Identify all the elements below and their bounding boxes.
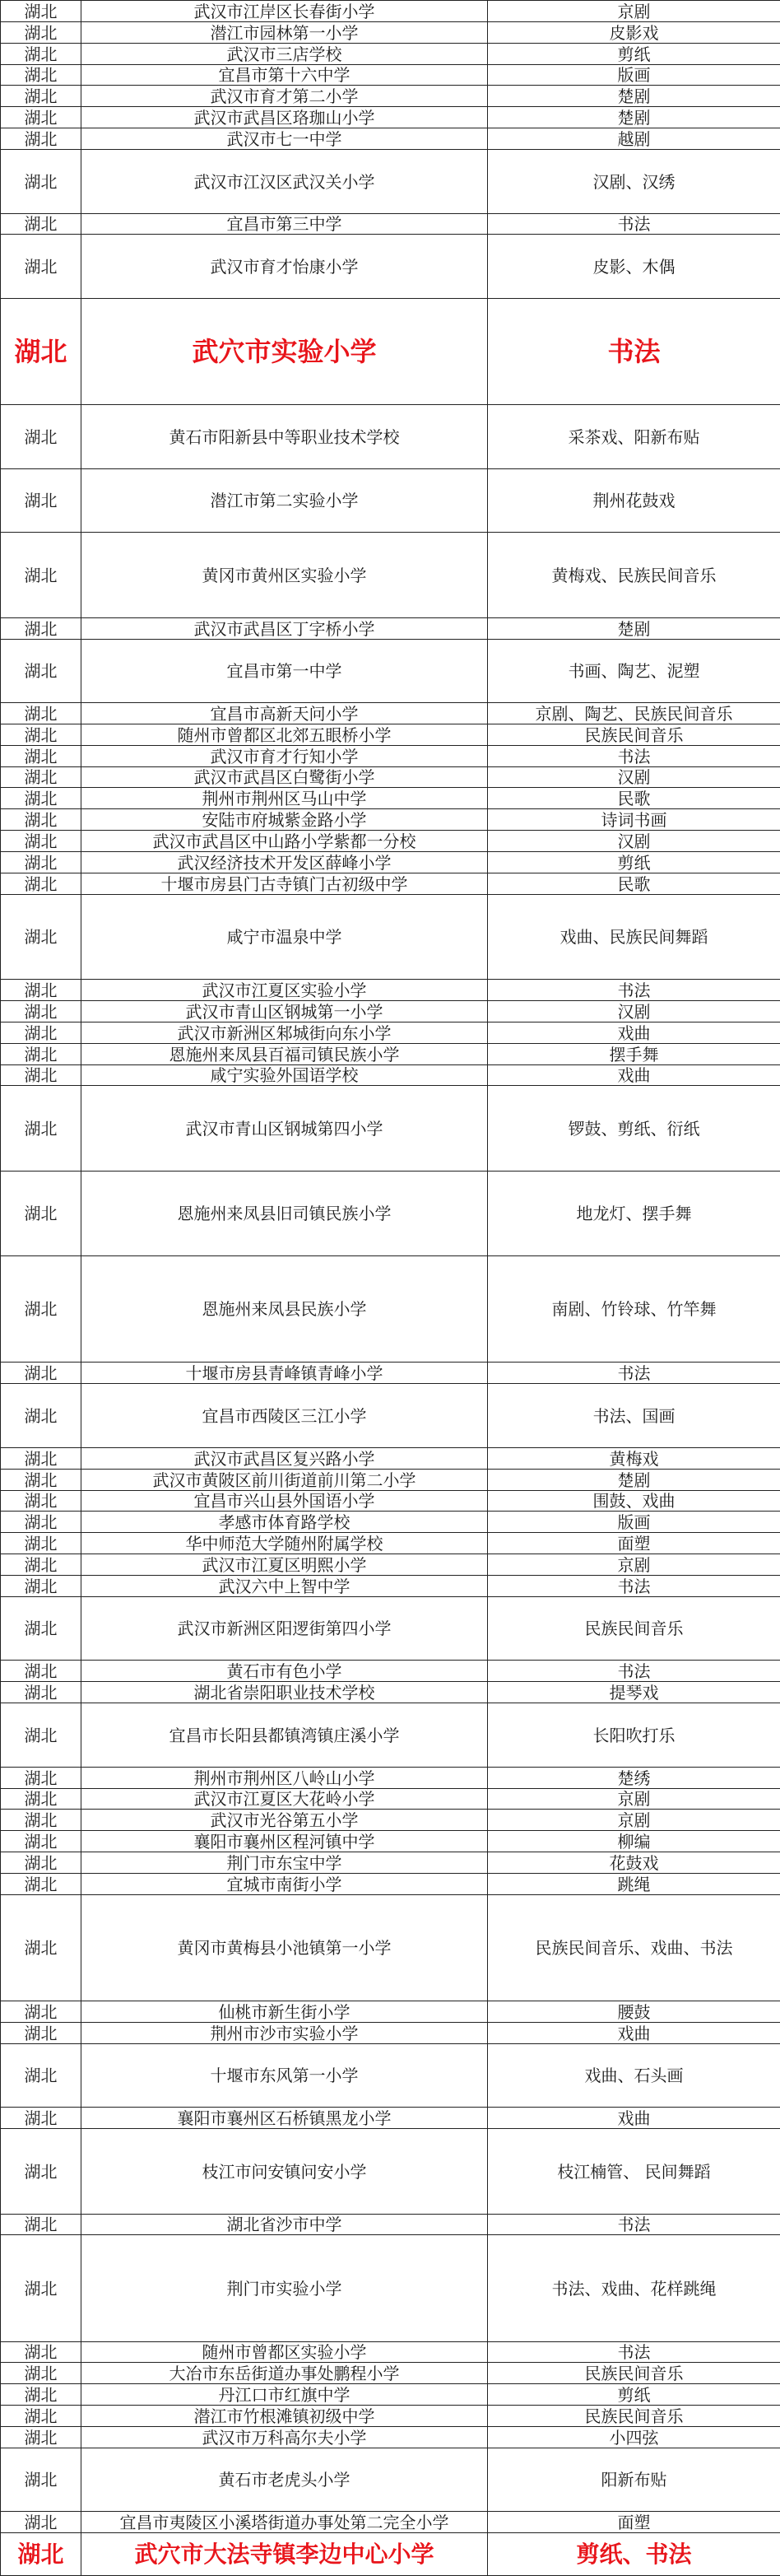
table-row <box>1 1491 780 1512</box>
table-row <box>1 980 780 1001</box>
school-name-cell: 武汉市黄陂区前川街道前川第二小学 <box>81 1470 488 1491</box>
school-name-cell: 武汉市新洲区阳逻街第四小学 <box>81 1597 488 1661</box>
art-form-cell: 书法、戏曲、花样跳绳 <box>488 2235 780 2342</box>
table-row <box>1 1768 780 1789</box>
art-form-cell: 黄梅戏 <box>488 1448 780 1470</box>
school-name-cell: 武汉市江汉区武汉关小学 <box>81 150 488 214</box>
school-name-cell: 潜江市竹根滩镇初级中学 <box>81 2406 488 2427</box>
table-row <box>1 831 780 852</box>
art-form-cell: 民歌 <box>488 788 780 809</box>
art-form-cell: 剪纸 <box>488 44 780 65</box>
table-row <box>1 469 780 533</box>
province-cell: 湖北 <box>1 1491 81 1512</box>
art-form-cell: 皮影、木偶 <box>488 235 780 299</box>
art-form-cell: 诗词书画 <box>488 809 780 831</box>
table-row <box>1 1470 780 1491</box>
school-name-cell: 武汉市育才怡康小学 <box>81 235 488 299</box>
province-cell: 湖北 <box>1 65 81 86</box>
table-row <box>1 1172 780 1256</box>
school-name-cell: 襄阳市襄州区石桥镇黑龙小学 <box>81 2108 488 2129</box>
table-row <box>1 2512 780 2533</box>
school-name-cell: 宜昌市夷陵区小溪塔街道办事处第二完全小学 <box>81 2512 488 2533</box>
table-row <box>1 1810 780 1831</box>
province-cell: 湖北 <box>1 469 81 533</box>
province-cell: 湖北 <box>1 1895 81 2001</box>
school-name-cell: 黄石市有色小学 <box>81 1661 488 1682</box>
art-form-cell: 剪纸 <box>488 2384 780 2406</box>
table-row <box>1 1895 780 2001</box>
art-form-cell: 书法 <box>488 980 780 1001</box>
art-form-cell: 阳新布贴 <box>488 2448 780 2512</box>
province-cell: 湖北 <box>1 2406 81 2427</box>
province-cell: 湖北 <box>1 2363 81 2384</box>
province-cell: 湖北 <box>1 1554 81 1576</box>
table-row <box>1 724 780 746</box>
table-row <box>1 2235 780 2342</box>
school-name-cell: 仙桃市新生街小学 <box>81 2001 488 2023</box>
table-row <box>1 1533 780 1554</box>
art-form-cell: 版画 <box>488 1512 780 1533</box>
school-name-cell: 武汉市武昌区复兴路小学 <box>81 1448 488 1470</box>
school-name-cell: 丹江口市红旗中学 <box>81 2384 488 2406</box>
art-form-cell: 采茶戏、阳新布贴 <box>488 405 780 469</box>
school-name-cell: 襄阳市襄州区程河镇中学 <box>81 1831 488 1852</box>
art-form-cell: 花鼓戏 <box>488 1852 780 1874</box>
province-cell: 湖北 <box>1 1 81 22</box>
art-form-cell: 汉剧 <box>488 831 780 852</box>
school-name-cell: 恩施州来凤县百福司镇民族小学 <box>81 1044 488 1065</box>
art-form-cell: 书法 <box>488 2215 780 2235</box>
school-name-cell: 宜城市南街小学 <box>81 1874 488 1895</box>
school-name-cell: 武汉市育才第二小学 <box>81 86 488 107</box>
school-name-cell: 安陆市府城紫金路小学 <box>81 809 488 831</box>
art-form-cell: 面塑 <box>488 2512 780 2533</box>
school-name-cell: 武穴市实验小学 <box>81 299 488 405</box>
art-form-cell: 京剧 <box>488 1554 780 1576</box>
school-name-cell: 湖北省沙市中学 <box>81 2215 488 2235</box>
school-name-cell: 宜昌市高新天问小学 <box>81 703 488 724</box>
province-cell: 湖北 <box>1 1703 81 1768</box>
school-name-cell: 武汉市三店学校 <box>81 44 488 65</box>
art-form-cell: 民族民间音乐 <box>488 1597 780 1661</box>
school-name-cell: 孝感市体育路学校 <box>81 1512 488 1533</box>
table-row <box>1 1576 780 1597</box>
school-table-body <box>1 1 780 2576</box>
province-cell: 湖北 <box>1 640 81 703</box>
province-cell: 湖北 <box>1 128 81 150</box>
table-row <box>1 618 780 640</box>
table-row <box>1 1448 780 1470</box>
school-name-cell: 武汉市江夏区实验小学 <box>81 980 488 1001</box>
table-row <box>1 1661 780 1682</box>
table-row <box>1 1852 780 1874</box>
art-form-cell: 戏曲 <box>488 1065 780 1086</box>
table-row <box>1 895 780 980</box>
table-row <box>1 1512 780 1533</box>
art-form-cell: 书法 <box>488 1576 780 1597</box>
art-form-cell: 跳绳 <box>488 1874 780 1895</box>
province-cell: 湖北 <box>1 1044 81 1065</box>
school-name-cell: 宜昌市第一中学 <box>81 640 488 703</box>
art-form-cell: 剪纸 <box>488 852 780 873</box>
province-cell: 湖北 <box>1 405 81 469</box>
table-row <box>1 1022 780 1044</box>
province-cell: 湖北 <box>1 235 81 299</box>
table-row <box>1 1256 780 1363</box>
province-cell: 湖北 <box>1 1470 81 1491</box>
province-cell: 湖北 <box>1 1065 81 1086</box>
province-cell: 湖北 <box>1 1661 81 1682</box>
school-name-cell: 黄石市阳新县中等职业技术学校 <box>81 405 488 469</box>
art-form-cell: 京剧 <box>488 1 780 22</box>
art-form-cell: 民族民间音乐 <box>488 2406 780 2427</box>
province-cell: 湖北 <box>1 533 81 618</box>
art-form-cell: 柳编 <box>488 1831 780 1852</box>
art-form-cell: 楚绣 <box>488 1768 780 1789</box>
province-cell: 湖北 <box>1 1512 81 1533</box>
table-row <box>1 1789 780 1810</box>
province-cell: 湖北 <box>1 2427 81 2448</box>
province-cell: 湖北 <box>1 1086 81 1172</box>
table-row <box>1 1001 780 1022</box>
table-row <box>1 533 780 618</box>
province-cell: 湖北 <box>1 44 81 65</box>
table-row <box>1 1086 780 1172</box>
art-form-cell: 京剧 <box>488 1810 780 1831</box>
art-form-cell: 剪纸、书法 <box>488 2533 780 2576</box>
province-cell: 湖北 <box>1 1852 81 1874</box>
art-form-cell: 锣鼓、剪纸、衍纸 <box>488 1086 780 1172</box>
art-form-cell: 民族民间音乐、戏曲、书法 <box>488 1895 780 2001</box>
table-row <box>1 107 780 128</box>
art-form-cell: 书法 <box>488 2342 780 2363</box>
province-cell: 湖北 <box>1 1810 81 1831</box>
province-cell: 湖北 <box>1 2108 81 2129</box>
school-name-cell: 宜昌市西陵区三江小学 <box>81 1384 488 1448</box>
province-cell: 湖北 <box>1 2215 81 2235</box>
table-row <box>1 2406 780 2427</box>
school-name-cell: 武汉市万科高尔夫小学 <box>81 2427 488 2448</box>
art-form-cell: 京剧、陶艺、民族民间音乐 <box>488 703 780 724</box>
table-row <box>1 2001 780 2023</box>
table-row <box>1 150 780 214</box>
art-form-cell: 汉剧 <box>488 1001 780 1022</box>
school-name-cell: 武汉经济技术开发区薛峰小学 <box>81 852 488 873</box>
art-form-cell: 楚剧 <box>488 86 780 107</box>
table-row <box>1 788 780 809</box>
province-cell: 湖北 <box>1 618 81 640</box>
province-cell: 湖北 <box>1 2384 81 2406</box>
school-name-cell: 随州市曾都区北郊五眼桥小学 <box>81 724 488 746</box>
province-cell: 湖北 <box>1 1874 81 1895</box>
school-name-cell: 武穴市大法寺镇李边中心小学 <box>81 2533 488 2576</box>
school-name-cell: 大冶市东岳街道办事处鹏程小学 <box>81 2363 488 2384</box>
art-form-cell: 书法、国画 <box>488 1384 780 1448</box>
art-form-cell: 提琴戏 <box>488 1682 780 1703</box>
school-name-cell: 武汉六中上智中学 <box>81 1576 488 1597</box>
art-form-cell: 书法 <box>488 1661 780 1682</box>
school-name-cell: 武汉市武昌区丁字桥小学 <box>81 618 488 640</box>
school-name-cell: 咸宁实验外国语学校 <box>81 1065 488 1086</box>
province-cell: 湖北 <box>1 1597 81 1661</box>
art-form-cell: 荆州花鼓戏 <box>488 469 780 533</box>
table-row <box>1 809 780 831</box>
school-name-cell: 宜昌市第三中学 <box>81 214 488 235</box>
art-form-cell: 越剧 <box>488 128 780 150</box>
school-name-cell: 武汉市武昌区白鹭街小学 <box>81 767 488 788</box>
art-form-cell: 书法 <box>488 746 780 767</box>
table-row <box>1 1044 780 1065</box>
art-form-cell: 戏曲、民族民间舞蹈 <box>488 895 780 980</box>
table-row <box>1 1874 780 1895</box>
school-name-cell: 武汉市江岸区长春街小学 <box>81 1 488 22</box>
table-row <box>1 65 780 86</box>
art-form-cell: 书法 <box>488 1363 780 1384</box>
table-row <box>1 2215 780 2235</box>
art-form-cell: 地龙灯、摆手舞 <box>488 1172 780 1256</box>
table-row <box>1 1 780 22</box>
province-cell: 湖北 <box>1 746 81 767</box>
art-form-cell: 戏曲 <box>488 2023 780 2044</box>
province-cell: 湖北 <box>1 1022 81 1044</box>
school-name-cell: 枝江市问安镇问安小学 <box>81 2129 488 2215</box>
school-name-cell: 十堰市房县青峰镇青峰小学 <box>81 1363 488 1384</box>
table-row <box>1 1384 780 1448</box>
school-name-cell: 武汉市光谷第五小学 <box>81 1810 488 1831</box>
art-form-cell: 楚剧 <box>488 107 780 128</box>
art-form-cell: 南剧、竹铃球、竹竿舞 <box>488 1256 780 1363</box>
table-row <box>1 1065 780 1086</box>
province-cell: 湖北 <box>1 1576 81 1597</box>
province-cell: 湖北 <box>1 1831 81 1852</box>
art-form-cell: 戏曲、石头画 <box>488 2044 780 2108</box>
province-cell: 湖北 <box>1 1001 81 1022</box>
school-name-cell: 武汉市青山区钢城第四小学 <box>81 1086 488 1172</box>
province-cell: 湖北 <box>1 831 81 852</box>
province-cell: 湖北 <box>1 767 81 788</box>
province-cell: 湖北 <box>1 1256 81 1363</box>
province-cell: 湖北 <box>1 2533 81 2576</box>
table-row <box>1 1831 780 1852</box>
table-row <box>1 2023 780 2044</box>
school-name-cell: 黄冈市黄梅县小池镇第一小学 <box>81 1895 488 2001</box>
art-form-cell: 戏曲 <box>488 1022 780 1044</box>
province-cell: 湖北 <box>1 852 81 873</box>
province-cell: 湖北 <box>1 895 81 980</box>
school-name-cell: 荆州市沙市实验小学 <box>81 2023 488 2044</box>
art-form-cell: 摆手舞 <box>488 1044 780 1065</box>
art-form-cell: 民族民间音乐 <box>488 724 780 746</box>
art-form-cell: 皮影戏 <box>488 22 780 44</box>
table-row <box>1 1682 780 1703</box>
province-cell: 湖北 <box>1 2342 81 2363</box>
art-form-cell: 楚剧 <box>488 618 780 640</box>
table-row <box>1 44 780 65</box>
art-form-cell: 书法 <box>488 214 780 235</box>
table-row <box>1 86 780 107</box>
school-name-cell: 宜昌市长阳县都镇湾镇庄溪小学 <box>81 1703 488 1768</box>
province-cell: 湖北 <box>1 2044 81 2108</box>
table-row <box>1 873 780 895</box>
school-name-cell: 宜昌市兴山县外国语小学 <box>81 1491 488 1512</box>
school-name-cell: 武汉市育才行知小学 <box>81 746 488 767</box>
school-name-cell: 恩施州来凤县民族小学 <box>81 1256 488 1363</box>
art-form-cell: 版画 <box>488 65 780 86</box>
school-name-cell: 宜昌市第十六中学 <box>81 65 488 86</box>
province-cell: 湖北 <box>1 2023 81 2044</box>
school-name-cell: 武汉市新洲区邾城街向东小学 <box>81 1022 488 1044</box>
art-form-cell: 戏曲 <box>488 2108 780 2129</box>
table-row <box>1 1703 780 1768</box>
school-name-cell: 武汉市武昌区中山路小学紫都一分校 <box>81 831 488 852</box>
province-cell: 湖北 <box>1 1682 81 1703</box>
table-row <box>1 2427 780 2448</box>
school-name-cell: 华中师范大学随州附属学校 <box>81 1533 488 1554</box>
school-name-cell: 荆州市荆州区马山中学 <box>81 788 488 809</box>
table-row <box>1 640 780 703</box>
art-form-cell: 黄梅戏、民族民间音乐 <box>488 533 780 618</box>
province-cell: 湖北 <box>1 1363 81 1384</box>
table-row <box>1 2129 780 2215</box>
school-name-cell: 武汉市七一中学 <box>81 128 488 150</box>
province-cell: 湖北 <box>1 2129 81 2215</box>
art-form-cell: 腰鼓 <box>488 2001 780 2023</box>
province-cell: 湖北 <box>1 1448 81 1470</box>
province-cell: 湖北 <box>1 980 81 1001</box>
province-cell: 湖北 <box>1 809 81 831</box>
school-name-cell: 武汉市青山区钢城第一小学 <box>81 1001 488 1022</box>
art-form-cell: 民族民间音乐 <box>488 2363 780 2384</box>
school-name-cell: 黄石市老虎头小学 <box>81 2448 488 2512</box>
art-form-cell: 围鼓、戏曲 <box>488 1491 780 1512</box>
table-row <box>1 2363 780 2384</box>
table-row <box>1 2533 780 2576</box>
table-row <box>1 128 780 150</box>
table-row <box>1 299 780 405</box>
art-form-cell: 枝江楠管、 民间舞蹈 <box>488 2129 780 2215</box>
table-row <box>1 703 780 724</box>
table-row <box>1 2342 780 2363</box>
school-name-cell: 随州市曾都区实验小学 <box>81 2342 488 2363</box>
province-cell: 湖北 <box>1 150 81 214</box>
art-form-cell: 楚剧 <box>488 1470 780 1491</box>
table-row <box>1 767 780 788</box>
school-name-cell: 十堰市房县门古寺镇门古初级中学 <box>81 873 488 895</box>
province-cell: 湖北 <box>1 22 81 44</box>
art-form-cell: 京剧 <box>488 1789 780 1810</box>
school-name-cell: 十堰市东风第一小学 <box>81 2044 488 2108</box>
province-cell: 湖北 <box>1 788 81 809</box>
province-cell: 湖北 <box>1 1768 81 1789</box>
art-form-cell: 民歌 <box>488 873 780 895</box>
school-name-cell: 武汉市武昌区珞珈山小学 <box>81 107 488 128</box>
art-form-cell: 小四弦 <box>488 2427 780 2448</box>
school-name-cell: 荆门市实验小学 <box>81 2235 488 2342</box>
art-form-cell: 汉剧 <box>488 767 780 788</box>
province-cell: 湖北 <box>1 2448 81 2512</box>
table-row <box>1 214 780 235</box>
table-row <box>1 2108 780 2129</box>
table-row <box>1 405 780 469</box>
table-row <box>1 1554 780 1576</box>
art-form-cell: 书法 <box>488 299 780 405</box>
province-cell: 湖北 <box>1 299 81 405</box>
province-cell: 湖北 <box>1 2001 81 2023</box>
province-cell: 湖北 <box>1 1789 81 1810</box>
art-form-cell: 长阳吹打乐 <box>488 1703 780 1768</box>
school-name-cell: 咸宁市温泉中学 <box>81 895 488 980</box>
school-name-cell: 潜江市第二实验小学 <box>81 469 488 533</box>
table-row <box>1 746 780 767</box>
school-name-cell: 潜江市园林第一小学 <box>81 22 488 44</box>
province-cell: 湖北 <box>1 107 81 128</box>
province-cell: 湖北 <box>1 873 81 895</box>
school-name-cell: 武汉市江夏区明熙小学 <box>81 1554 488 1576</box>
table-row <box>1 2384 780 2406</box>
school-name-cell: 荆门市东宝中学 <box>81 1852 488 1874</box>
province-cell: 湖北 <box>1 1533 81 1554</box>
province-cell: 湖北 <box>1 703 81 724</box>
province-cell: 湖北 <box>1 86 81 107</box>
table-row <box>1 1597 780 1661</box>
table-row <box>1 2448 780 2512</box>
province-cell: 湖北 <box>1 2512 81 2533</box>
table-row <box>1 852 780 873</box>
art-form-cell: 书画、陶艺、泥塑 <box>488 640 780 703</box>
art-form-cell: 面塑 <box>488 1533 780 1554</box>
table-row <box>1 2044 780 2108</box>
province-cell: 湖北 <box>1 214 81 235</box>
province-cell: 湖北 <box>1 1384 81 1448</box>
table-row <box>1 1363 780 1384</box>
table-row <box>1 235 780 299</box>
school-name-cell: 恩施州来凤县旧司镇民族小学 <box>81 1172 488 1256</box>
school-name-cell: 武汉市江夏区大花岭小学 <box>81 1789 488 1810</box>
school-name-cell: 湖北省崇阳职业技术学校 <box>81 1682 488 1703</box>
art-form-cell: 汉剧、汉绣 <box>488 150 780 214</box>
school-name-cell: 黄冈市黄州区实验小学 <box>81 533 488 618</box>
province-cell: 湖北 <box>1 2235 81 2342</box>
province-cell: 湖北 <box>1 724 81 746</box>
province-cell: 湖北 <box>1 1172 81 1256</box>
school-name-cell: 荆州市荆州区八岭山小学 <box>81 1768 488 1789</box>
table-row <box>1 22 780 44</box>
